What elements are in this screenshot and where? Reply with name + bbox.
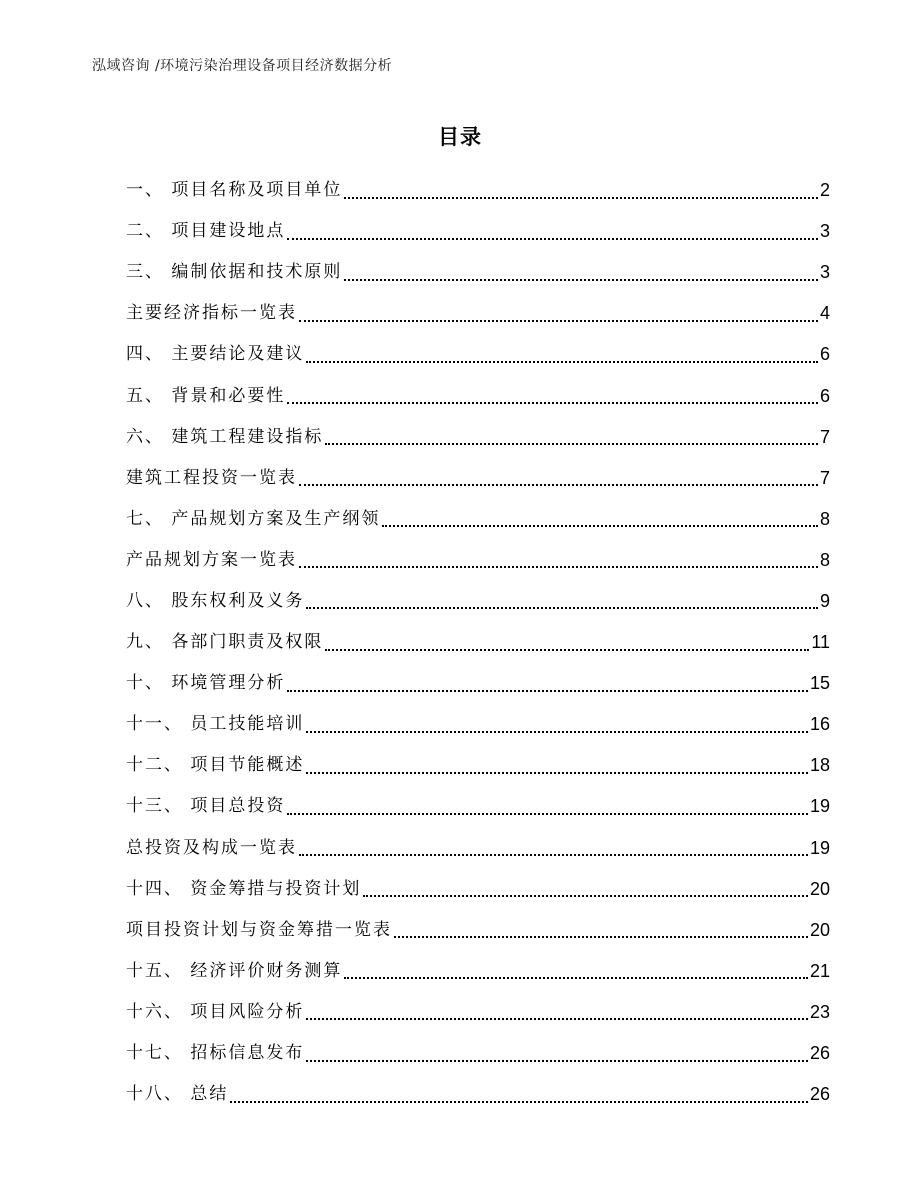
toc-entry-label: 五、 背景和必要性 <box>126 385 286 406</box>
toc-entry[interactable] <box>126 293 830 334</box>
toc-dot-leader <box>306 1018 808 1020</box>
toc-entry-label: 主要经济指标一览表 <box>126 303 297 324</box>
toc-entry[interactable] <box>126 622 830 663</box>
toc-entry[interactable] <box>126 211 830 252</box>
toc-entry[interactable] <box>126 951 830 992</box>
toc-entry-label: 十六、 项目风险分析 <box>126 1001 305 1022</box>
toc-entry-label: 建筑工程投资一览表 <box>126 467 297 488</box>
toc-entry[interactable] <box>126 1074 830 1115</box>
toc-entry[interactable] <box>126 417 830 458</box>
toc-entry[interactable] <box>126 704 830 745</box>
toc-entry-label: 十二、 项目节能概述 <box>126 755 305 776</box>
toc-dot-leader <box>306 731 808 733</box>
toc-entry-page-number: 18 <box>809 755 830 776</box>
toc-entry[interactable] <box>126 828 830 869</box>
toc-entry[interactable] <box>126 1033 830 1074</box>
toc-entry[interactable] <box>126 745 830 786</box>
toc-dot-leader <box>299 484 818 486</box>
toc-dot-leader <box>363 895 808 897</box>
toc-dot-leader <box>382 525 818 527</box>
toc-entry-page-number: 20 <box>809 878 830 899</box>
toc-entry[interactable] <box>126 869 830 910</box>
toc-entry-page-number: 19 <box>809 837 830 858</box>
toc-entry-label: 十、 环境管理分析 <box>126 673 286 694</box>
toc-entry-label: 三、 编制依据和技术原则 <box>126 262 343 283</box>
toc-entry-label: 十三、 项目总投资 <box>126 796 286 817</box>
toc-entry-page-number: 21 <box>809 960 830 981</box>
toc-entry-page-number: 3 <box>819 221 830 242</box>
toc-dot-leader <box>344 197 818 199</box>
toc-entry-page-number: 8 <box>819 549 830 570</box>
toc-entry[interactable] <box>126 499 830 540</box>
toc-entry-page-number: 15 <box>809 673 830 694</box>
toc-entry[interactable] <box>126 992 830 1033</box>
toc-entry-label: 产品规划方案一览表 <box>126 549 297 570</box>
toc-entry-label: 十一、 员工技能培训 <box>126 714 305 735</box>
toc-entry-page-number: 26 <box>809 1084 830 1105</box>
toc-entry-page-number: 20 <box>809 919 830 940</box>
toc-entry-label: 十四、 资金筹措与投资计划 <box>126 878 362 899</box>
toc-entry-page-number: 9 <box>819 590 830 611</box>
toc-entry-label: 十五、 经济评价财务测算 <box>126 960 343 981</box>
toc-entry-page-number: 11 <box>811 632 830 653</box>
toc-dot-leader <box>344 977 808 979</box>
toc-entry[interactable] <box>126 663 830 704</box>
toc-dot-leader <box>306 607 818 609</box>
toc-dot-leader <box>306 1060 808 1062</box>
toc-entry-page-number: 16 <box>809 714 830 735</box>
toc-entry-label: 八、 股东权利及义务 <box>126 590 305 611</box>
toc-dot-leader <box>325 649 809 651</box>
header-divider <box>92 80 828 81</box>
toc-dot-leader <box>287 690 808 692</box>
toc-entry-page-number: 3 <box>819 262 830 283</box>
toc-dot-leader <box>230 1101 808 1103</box>
toc-entry-label: 九、 各部门职责及权限 <box>126 632 324 653</box>
toc-entry-label: 七、 产品规划方案及生产纲领 <box>126 508 381 529</box>
toc-entry-label: 二、 项目建设地点 <box>126 221 286 242</box>
toc-entry-label: 总投资及构成一览表 <box>126 837 297 858</box>
toc-dot-leader <box>299 320 818 322</box>
toc-entry-page-number: 6 <box>819 385 830 406</box>
toc-entry[interactable] <box>126 170 830 211</box>
toc-entry[interactable] <box>126 910 830 951</box>
toc-entry-label: 十八、 总结 <box>126 1084 229 1105</box>
toc-dot-leader <box>306 361 818 363</box>
page-header: 泓域咨询 /环境污染治理设备项目经济数据分析 <box>92 58 393 74</box>
toc-entry-page-number: 7 <box>819 426 830 447</box>
toc-dot-leader <box>394 936 808 938</box>
toc-entry[interactable] <box>126 458 830 499</box>
toc-dot-leader <box>287 238 818 240</box>
toc-dot-leader <box>344 279 818 281</box>
table-of-contents <box>126 170 830 1115</box>
toc-entry-label: 一、 项目名称及项目单位 <box>126 180 343 201</box>
toc-entry-page-number: 7 <box>819 467 830 488</box>
toc-entry[interactable] <box>126 581 830 622</box>
toc-dot-leader <box>287 402 818 404</box>
toc-entry-page-number: 8 <box>819 508 830 529</box>
toc-entry-page-number: 4 <box>819 303 830 324</box>
toc-entry-page-number: 19 <box>809 796 830 817</box>
toc-entry-page-number: 26 <box>809 1043 830 1064</box>
toc-entry-label: 六、 建筑工程建设指标 <box>126 426 324 447</box>
toc-dot-leader <box>299 566 818 568</box>
toc-entry-page-number: 23 <box>809 1001 830 1022</box>
toc-entry[interactable] <box>126 540 830 581</box>
toc-dot-leader <box>287 813 808 815</box>
toc-entry-page-number: 6 <box>819 344 830 365</box>
toc-entry-label: 十七、 招标信息发布 <box>126 1043 305 1064</box>
toc-entry[interactable] <box>126 786 830 827</box>
toc-entry-label: 四、 主要结论及建议 <box>126 344 305 365</box>
toc-title: 目录 <box>438 125 482 149</box>
toc-entry-label: 项目投资计划与资金筹措一览表 <box>126 919 392 940</box>
toc-entry-page-number: 2 <box>819 180 830 201</box>
toc-entry[interactable] <box>126 252 830 293</box>
toc-dot-leader <box>325 443 818 445</box>
toc-entry[interactable] <box>126 334 830 375</box>
toc-dot-leader <box>299 854 808 856</box>
toc-entry[interactable] <box>126 375 830 416</box>
toc-dot-leader <box>306 772 808 774</box>
